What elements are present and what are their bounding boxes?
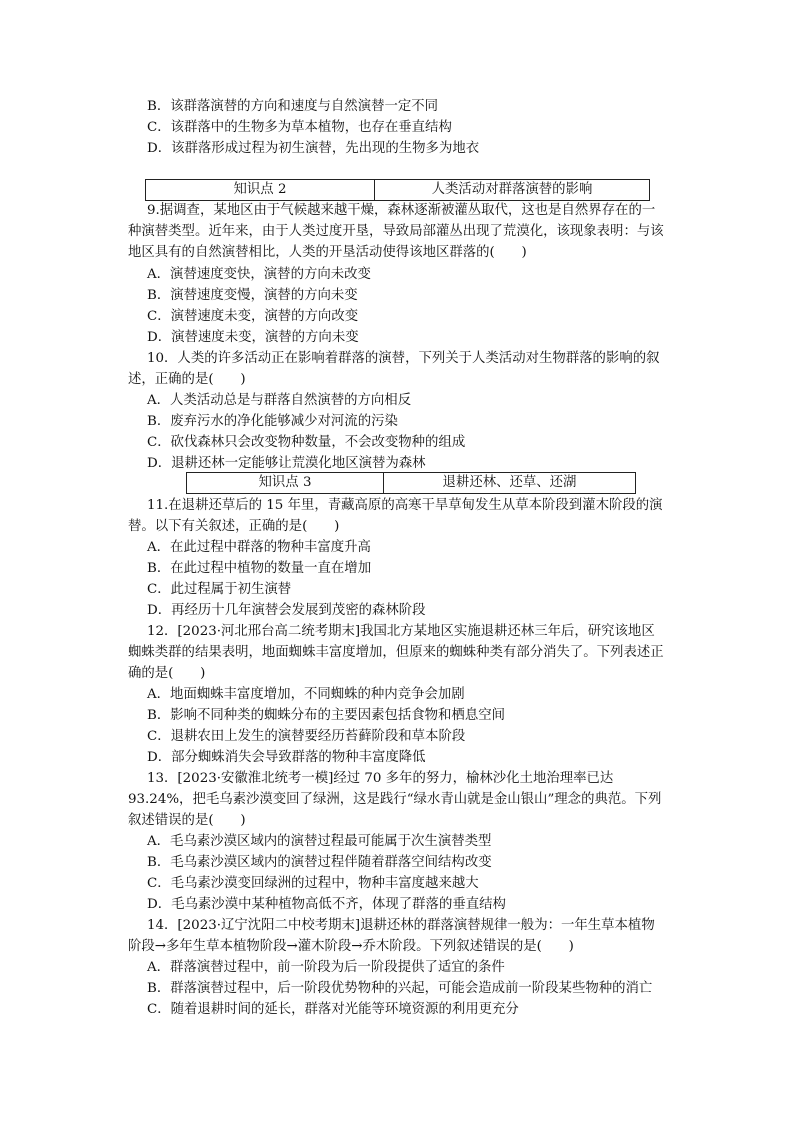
- q9-stem-line-1: 9.据调查，某地区由于气候越来越干燥，森林逐渐被灌丛取代，这也是自然界存在的一: [147, 203, 656, 218]
- q12-option-c: C．退耕农田上发生的演替要经历苔藓阶段和草本阶段: [147, 729, 466, 744]
- q13-stem-line-1: 13．[2023·安徽淮北统考一模]经过 70 多年的努力，榆林沙化土地治理率已达: [147, 771, 614, 786]
- q13-stem-line-2: 93.24%，把毛乌素沙漠变回了绿洲，这是践行“绿水青山就是金山银山”理念的典范。下列: [128, 792, 662, 807]
- q11-option-a: A．在此过程中群落的物种丰富度升高: [147, 540, 371, 555]
- knowledge-point-3-topic: 退耕还林、还草、还湖: [442, 475, 577, 490]
- q11-stem-line-2: 替。以下有关叙述，正确的是( ): [128, 519, 340, 534]
- q13-option-b: B．毛乌素沙漠区域内的演替过程伴随着群落空间结构改变: [147, 855, 492, 870]
- q10-option-b: B．废弃污水的净化能够减少对河流的污染: [147, 414, 398, 429]
- q11-option-c: C．此过程属于初生演替: [147, 582, 292, 597]
- q10-option-d: D．退耕还林一定能够让荒漠化地区演替为森林: [147, 456, 426, 471]
- q14-option-c: C．随着退耕时间的延长，群落对光能等环境资源的利用更充分: [147, 1002, 519, 1017]
- q12-option-d: D．部分蜘蛛消失会导致群落的物种丰富度降低: [147, 750, 426, 765]
- q14-stem-line-1: 14．[2023·辽宁沈阳二中校考期末]退耕还林的群落演替规律一般为：一年生草本植物: [147, 918, 655, 933]
- q12-option-a: A．地面蜘蛛丰富度增加，不同蜘蛛的种内竞争会加剧: [147, 687, 465, 702]
- q10-stem-line-1: 10．人类的许多活动正在影响着群落的演替，下列关于人类活动对生物群落的影响的叙: [147, 351, 660, 366]
- q12-stem-line-2: 蜘蛛类群的结果表明，地面蜘蛛丰富度增加，但原来的蜘蛛种类有部分消失了。下列表述正: [128, 645, 664, 660]
- q11-stem-line-1: 11.在退耕还草后的 15 年里，青藏高原的高寒干旱草甸发生从草本阶段到灌木阶段的演: [147, 498, 663, 513]
- knowledge-point-2-topic: 人类活动对群落演替的影响: [431, 182, 593, 197]
- q11-option-b: B．在此过程中植物的数量一直在增加: [147, 561, 372, 576]
- q14-option-a: A．群落演替过程中，前一阶段为后一阶段提供了适宜的条件: [147, 960, 505, 975]
- q9-option-a: A．演替速度变快，演替的方向未改变: [147, 267, 371, 282]
- q9-stem-line-2: 种演替类型。近年来，由于人类过度开垦，导致局部灌丛出现了荒漠化，该现象表明：与该: [128, 224, 664, 239]
- q10-option-c: C．砍伐森林只会改变物种数量，不会改变物种的组成: [147, 435, 466, 450]
- knowledge-point-3-table: [186, 472, 636, 494]
- q12-stem-line-1: 12．[2023·河北邢台高二统考期末]我国北方某地区实施退耕还林三年后，研究该地区: [147, 624, 655, 639]
- q10-option-a: A．人类活动总是与群落自然演替的方向相反: [147, 393, 412, 408]
- q8-option-b: B．该群落演替的方向和速度与自然演替一定不同: [147, 99, 439, 114]
- q12-option-b: B．影响不同种类的蜘蛛分布的主要因素包括食物和栖息空间: [147, 708, 505, 723]
- knowledge-point-3-label: 知识点 3: [187, 473, 384, 493]
- q13-option-a: A．毛乌素沙漠区域内的演替过程最可能属于次生演替类型: [147, 834, 492, 849]
- knowledge-point-2-table: [145, 179, 650, 201]
- q12-stem-line-3: 确的是( ): [128, 666, 206, 681]
- q8-option-c: C．该群落中的生物多为草本植物，也存在垂直结构: [147, 120, 452, 135]
- q9-option-d: D．演替速度未变，演替的方向未变: [147, 330, 359, 345]
- q8-option-d: D．该群落形成过程为初生演替，先出现的生物多为地衣: [147, 141, 480, 156]
- q9-option-b: B．演替速度变慢，演替的方向未变: [147, 288, 358, 303]
- q9-stem-line-3: 地区具有的自然演替相比，人类的开垦活动使得该地区群落的( ): [128, 245, 527, 260]
- q13-option-d: D．毛乌素沙漠中某种植物高低不齐，体现了群落的垂直结构: [147, 897, 506, 912]
- q9-option-c: C．演替速度未变，演替的方向改变: [147, 309, 359, 324]
- q11-option-d: D．再经历十几年演替会发展到茂密的森林阶段: [147, 603, 426, 618]
- q10-stem-line-2: 述，正确的是( ): [128, 372, 246, 387]
- q14-option-b: B．群落演替过程中，后一阶段优势物种的兴起，可能会造成前一阶段某些物种的消亡: [147, 981, 653, 996]
- q13-stem-line-3: 叙述错误的是( ): [128, 813, 246, 828]
- q13-option-c: C．毛乌素沙漠变回绿洲的过程中，物种丰富度越来越大: [147, 876, 479, 891]
- q14-stem-line-2: 阶段→多年生草本植物阶段→灌木阶段→乔木阶段。下列叙述错误的是( ): [128, 939, 574, 954]
- knowledge-point-2-label: 知识点 2: [146, 180, 375, 200]
